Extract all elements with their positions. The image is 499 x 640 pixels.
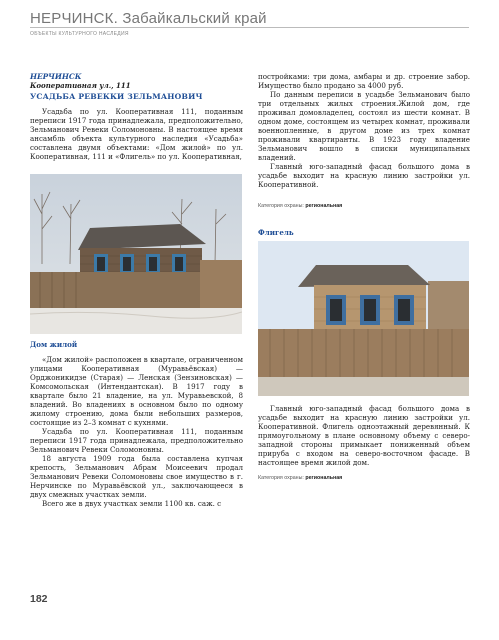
article-title: УСАДЬБА РЕВЕККИ ЗЕЛЬМАНОВИЧ bbox=[30, 92, 203, 101]
protection-category-2: Категория охраны: региональная bbox=[258, 475, 343, 481]
caption-house: Дом жилой bbox=[30, 340, 78, 349]
right-column-bottom bbox=[258, 404, 470, 467]
paragraph: 18 августа 1909 года была составлена купчая крепость, Зельманович Абрам Моисеевич продал Зельманович Ревеки Соломоновны свое имущество в г. Нерчинске по Муравьёвской ул., заключающееся в двух смежных участках земли. bbox=[30, 454, 243, 499]
header-rule bbox=[30, 27, 469, 28]
house-photo bbox=[30, 174, 242, 334]
protection-category-1: Категория охраны: региональная bbox=[258, 203, 343, 209]
paragraph: Всего же в двух участках земли 1100 кв. саж. с bbox=[42, 499, 222, 508]
paragraph: Главный юго-западный фасад большого дома в усадьбе выходит на красную линию застройки ул. Кооперативной. Флигель одноэтажный деревянный. К прямоугольному в плане основному объему с северо-западной стороны примыкает пониженный объем прируба с входом на северо-восточном фасаде. В настоящее время жилой дом. bbox=[258, 404, 470, 467]
caption-wing: Флигель bbox=[258, 228, 294, 237]
left-column-bottom bbox=[30, 355, 243, 508]
paragraph: постройками: три дома, амбары и др. строение забор. Имущество было продано за 4000 руб. bbox=[258, 72, 470, 90]
article-city: НЕРЧИНСК bbox=[30, 72, 82, 81]
running-header-title: НЕРЧИНСК. Забайкальский край bbox=[30, 10, 267, 27]
article-address: Кооперативная ул., 111 bbox=[30, 81, 131, 90]
right-column-top bbox=[258, 72, 470, 189]
paragraph: «Дом жилой» расположен в квартале, ограниченном улицами Кооперативная (Муравьёвская) — Орджоникидзе (Старая) — Ленская (Зензиновская) — Комсомольская (Интендантская). В 1917 году в квартале было 21 владение, на ул. Муравьевской, 8 владений. Во владениях в основном было по одному жилому строению, дома были небольших размеров, состоящие из 2–3 комнат с кухнями. bbox=[30, 355, 243, 427]
paragraph: Усадьба по ул. Кооперативная 111, поданным переписи 1917 года принадлежала, предположительно Зельманович Ревеки Соломоновны. bbox=[30, 427, 243, 454]
wing-photo bbox=[258, 241, 469, 396]
running-header-subtitle: ОБЪЕКТЫ КУЛЬТУРНОГО НАСЛЕДИЯ bbox=[30, 31, 129, 37]
paragraph: По данным переписи в усадьбе Зельманович было три отдельных жилых строения.Жилой дом, где проживал домовладелец, состоял из шести комнат. В одном доме, состоящем из четырех комнат, проживали военнопленные, в другом доме из трех комнат проживали квартиранты. В 1923 году владение Зельманович вошло в списки муниципальных владений. bbox=[258, 90, 470, 162]
intro-paragraph: Усадьба по ул. Кооперативная 111, поданным переписи 1917 года принадлежала, предположительно, Зельманович Ревеки Соломоновны. В настоящее время ансамбль объекта культурного наследия «Усадьба» составлена двумя объектами: «Дом жилой» по ул. Кооперативная, 111 и «Флигель» по ул. Кооперативная, bbox=[30, 107, 243, 161]
paragraph: Главный юго-западный фасад большого дома в усадьбе выходит на красную линию застройки ул. Кооперативной. bbox=[258, 162, 470, 189]
left-column-top bbox=[30, 72, 243, 161]
page-number: 182 bbox=[30, 593, 48, 605]
